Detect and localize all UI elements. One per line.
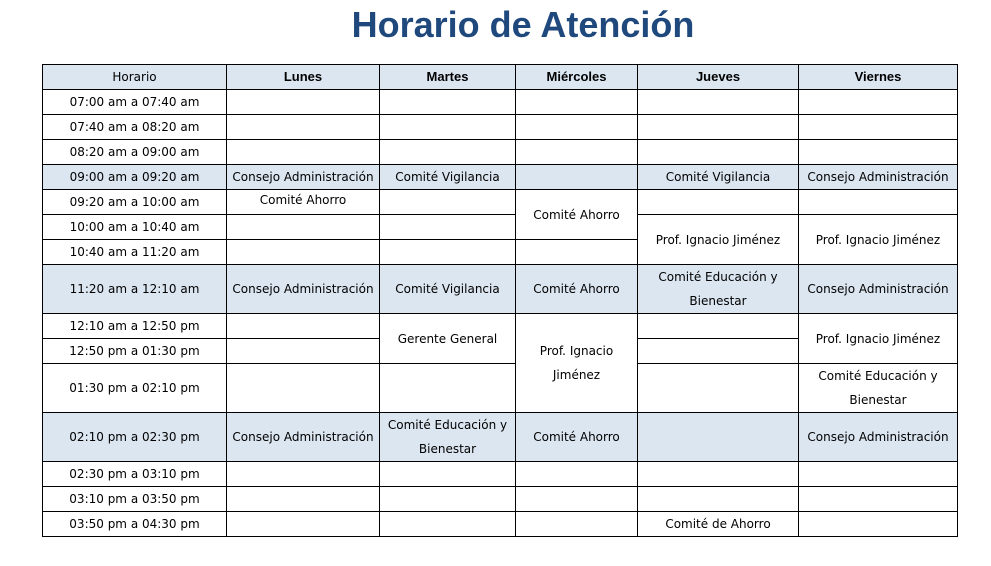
table-row (43, 215, 958, 240)
cell (516, 462, 638, 487)
cell (516, 140, 638, 165)
header-jueves: Jueves (638, 65, 799, 90)
cell (638, 364, 799, 413)
cell: Prof. Ignacio Jiménez (799, 215, 958, 265)
cell: Comité Vigilancia (380, 265, 516, 314)
cell: Prof. Ignacio Jiménez (516, 314, 638, 413)
time-cell: 11:20 am a 12:10 am (43, 265, 227, 314)
header-martes: Martes (380, 65, 516, 90)
cell (380, 140, 516, 165)
table-row (43, 165, 958, 190)
cell: Consejo Administración (799, 165, 958, 190)
table-row (43, 487, 958, 512)
cell: Consejo Administración (227, 265, 380, 314)
table-row (43, 115, 958, 140)
time-cell: 03:10 pm a 03:50 pm (43, 487, 227, 512)
cell: Gerente General (380, 314, 516, 364)
table-row (43, 140, 958, 165)
cell: Consejo Administración (799, 413, 958, 462)
table-row (43, 190, 958, 215)
page-title: Horario de Atención (351, 4, 695, 45)
cell (516, 90, 638, 115)
cell (799, 140, 958, 165)
cell (638, 90, 799, 115)
table-row (43, 314, 958, 339)
cell (638, 462, 799, 487)
cell (516, 115, 638, 140)
time-cell: 01:30 pm a 02:10 pm (43, 364, 227, 413)
cell (227, 339, 380, 364)
cell (638, 413, 799, 462)
cell (227, 487, 380, 512)
cell (227, 90, 380, 115)
time-cell: 10:40 am a 11:20 am (43, 240, 227, 265)
cell: Prof. Ignacio Jiménez (638, 215, 799, 265)
table-row (43, 462, 958, 487)
time-cell: 08:20 am a 09:00 am (43, 140, 227, 165)
time-cell: 02:30 pm a 03:10 pm (43, 462, 227, 487)
cell (799, 487, 958, 512)
table-row (43, 512, 958, 537)
table-row (43, 90, 958, 115)
time-cell: 03:50 pm a 04:30 pm (43, 512, 227, 537)
cell (227, 512, 380, 537)
cell (227, 115, 380, 140)
cell (227, 364, 380, 413)
cell: Comité Ahorro (516, 265, 638, 314)
cell (516, 487, 638, 512)
cell: Comité Ahorro (516, 190, 638, 240)
cell (799, 462, 958, 487)
cell: Comité Ahorro (516, 413, 638, 462)
cell (799, 90, 958, 115)
table-row (43, 413, 958, 462)
time-cell: 07:00 am a 07:40 am (43, 90, 227, 115)
cell (638, 487, 799, 512)
cell (638, 314, 799, 339)
cell: Consejo Administración (227, 413, 380, 462)
cell: Prof. Ignacio Jiménez (799, 314, 958, 364)
cell (380, 190, 516, 215)
cell: Consejo Administración (227, 165, 380, 190)
time-cell: 07:40 am a 08:20 am (43, 115, 227, 140)
time-cell: 10:00 am a 10:40 am (43, 215, 227, 240)
cell: Comité Educación y Bienestar (638, 265, 799, 314)
cell (227, 462, 380, 487)
cell (516, 512, 638, 537)
cell (380, 487, 516, 512)
header-horario: Horario (43, 65, 227, 90)
cell (227, 240, 380, 265)
time-cell: 02:10 pm a 02:30 pm (43, 413, 227, 462)
cell (799, 115, 958, 140)
cell (227, 140, 380, 165)
table-header-row (43, 65, 958, 90)
cell (380, 512, 516, 537)
header-lunes: Lunes (227, 65, 380, 90)
cell: Comité de Ahorro (638, 512, 799, 537)
cell (227, 314, 380, 339)
cell (227, 215, 380, 240)
cell (380, 462, 516, 487)
cell (380, 115, 516, 140)
cell: Consejo Administración (799, 265, 958, 314)
cell (638, 339, 799, 364)
cell (516, 240, 638, 265)
cell (380, 240, 516, 265)
cell: Comité Educación y Bienestar (799, 364, 958, 413)
schedule-table (42, 64, 958, 537)
cell: Comité Vigilancia (380, 165, 516, 190)
time-cell: 09:00 am a 09:20 am (43, 165, 227, 190)
cell (380, 364, 516, 413)
cell (638, 115, 799, 140)
cell: Comité Ahorro (227, 190, 380, 215)
header-miercoles: Miércoles (516, 65, 638, 90)
cell: Comité Vigilancia (638, 165, 799, 190)
cell (638, 140, 799, 165)
table-row (43, 265, 958, 314)
time-cell: 09:20 am a 10:00 am (43, 190, 227, 215)
time-cell: 12:50 pm a 01:30 pm (43, 339, 227, 364)
cell (516, 165, 638, 190)
cell (799, 190, 958, 215)
table-row (43, 364, 958, 413)
time-cell: 12:10 am a 12:50 pm (43, 314, 227, 339)
cell (638, 190, 799, 215)
cell: Comité Educación y Bienestar (380, 413, 516, 462)
header-viernes: Viernes (799, 65, 958, 90)
cell (380, 90, 516, 115)
cell (380, 215, 516, 240)
cell (799, 512, 958, 537)
